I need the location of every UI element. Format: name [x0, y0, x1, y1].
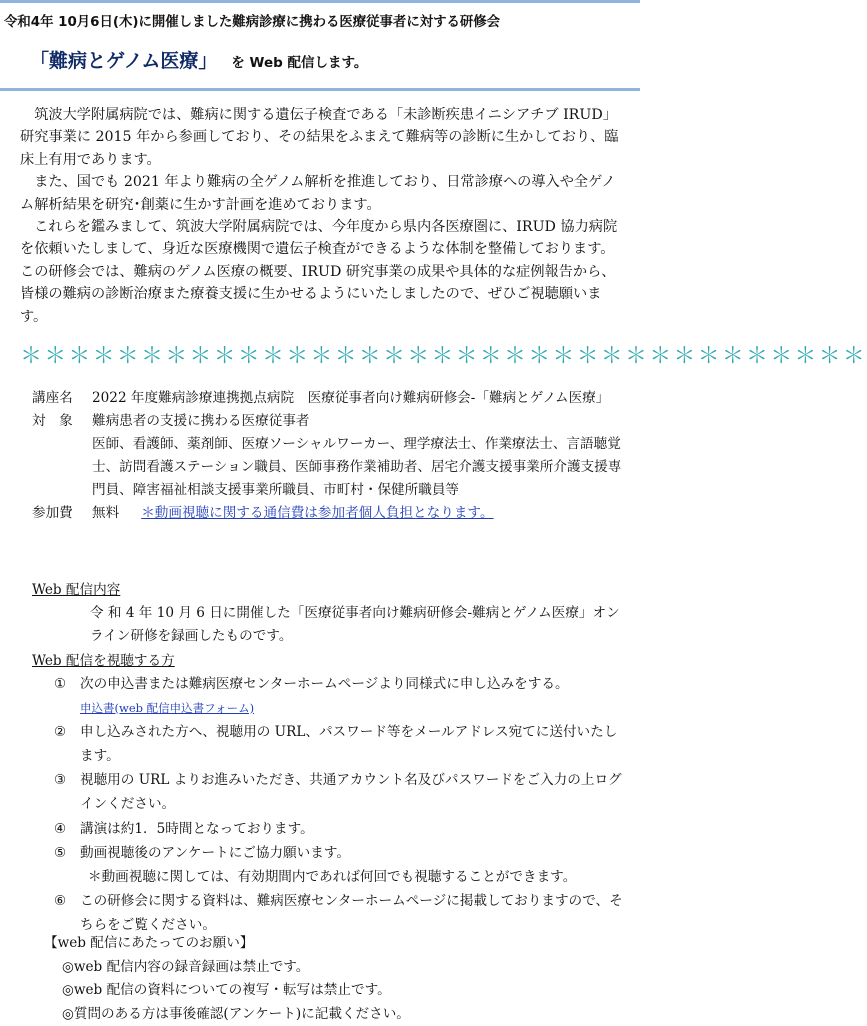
requests-section — [44, 932, 624, 1026]
requests-heading: 【web 配信にあたってのお願い】 — [44, 932, 624, 956]
intro-paragraph: 筑波大学附属病院では、難病に関する遺伝子検査である「未診断疾患イニシアチブ IRUD」研究事業に 2015 年から参画しており、その結果をふまえて難病等の診断に生かしており、臨床上有用であります。 — [20, 104, 626, 171]
target-summary: 難病患者の支援に携わる医療従事者 — [92, 413, 310, 429]
top-divider — [0, 0, 640, 3]
request-item: ◎web 配信の資料についての複写・転写は禁止です。 — [44, 979, 624, 1003]
viewers-heading-text: Web 配信を視聴する方 — [32, 653, 175, 669]
application-form-link[interactable]: 申込書(web 配信申込書フォーム) — [80, 701, 254, 715]
web-content-section — [32, 579, 622, 648]
target-value — [92, 410, 622, 502]
page-title — [30, 46, 367, 73]
course-details — [32, 387, 622, 525]
intro-paragraph: また、国でも 2021 年より難病の全ゲノム解析を推進しており、日常診療への導入や全ゲノム解析結果を研究･創薬に生かす計画を進めております。 — [20, 171, 626, 216]
viewers-heading — [32, 650, 622, 673]
intro-text — [20, 104, 626, 328]
request-item: ◎web 配信内容の録音録画は禁止です。 — [44, 956, 624, 980]
seminar-title: 「難病とゲノム医療」 — [30, 50, 217, 72]
request-item: ◎質問のある方は事後確認(アンケート)に記載ください。 — [44, 1003, 624, 1026]
target-row — [32, 410, 622, 502]
intro-paragraph: これらを鑑みまして、筑波大学附属病院では、今年度から県内各医療圏に、IRUD 協力病院を依頼いたしまして、身近な医療機関で遺伝子検査ができるような体制を整備しております。この研修会では、難病のゲノム医療の概要、IRUD 研究事業の成果や具体的な症例報告から、皆様の難病の診断治療また療養支援に生かせるようにいたしましたので、ぜひご視聴願います。 — [20, 216, 626, 328]
fee-label: 参加費 — [32, 502, 92, 525]
asterisk-divider: ＊＊＊＊＊＊＊＊＊＊＊＊＊＊＊＊＊＊＊＊＊＊＊＊＊＊＊＊＊＊＊＊＊＊＊ — [20, 339, 867, 370]
target-label: 対 象 — [32, 410, 92, 502]
event-date-heading: 令和4年 10月6日(木)に開催しました難病診療に携わる医療従事者に対する研修会 — [4, 11, 500, 30]
viewing-steps — [54, 673, 629, 939]
web-content-heading: Web 配信内容 — [32, 579, 622, 602]
fee-note-link[interactable]: ＊動画視聴に関する通信費は参加者個人負担となります。 — [141, 505, 493, 521]
header-divider — [0, 88, 640, 91]
fee-row — [32, 502, 622, 525]
list-item: ① 次の申込書または難病医療センターホームページより同様式に申し込みをする。 申込書(web 配信申込書フォーム) — [54, 673, 629, 720]
viewing-note: ＊動画視聴に関しては、有効期間内であれば何回でも視聴することができます。 — [80, 869, 576, 885]
web-content-body: 令 和 4 年 10 月 6 日に開催した「医療従事者向け難病研修会-難病とゲノム医療」オンライン研修を録画したものです。 — [32, 602, 622, 648]
course-row — [32, 387, 622, 410]
list-item: ③ 視聴用の URL よりお進みいただき、共通アカウント名及びパスワードをご入力の上ログインください。 — [54, 769, 629, 816]
list-item: ② 申し込みされた方へ、視聴用の URL、パスワード等をメールアドレス宛てに送付いたします。 — [54, 721, 629, 768]
list-item: ④ 講演は約1．5時間となっております。 — [54, 818, 629, 842]
fee-value: 無料 — [92, 505, 119, 521]
target-list: 医師、看護師、薬剤師、医療ソーシャルワーカー、理学療法士、作業療法士、言語聴覚士、訪問看護ステーション職員、医師事務作業補助者、居宅介護支援事業所介護支援専門員、障害福祉相談支援事業所職員、市町村・保健所職員等 — [92, 436, 621, 498]
course-value: 2022 年度難病診療連携拠点病院 医療従事者向け難病研修会-「難病とゲノム医療」 — [92, 387, 622, 410]
title-tail: を Web 配信します。 — [231, 55, 367, 71]
list-item: ⑥ この研修会に関する資料は、難病医療センターホームページに掲載しておりますので、そちらをご覧ください。 — [54, 890, 629, 937]
course-label: 講座名 — [32, 387, 92, 410]
list-item: ⑤ 動画視聴後のアンケートにご協力願います。 ＊動画視聴に関しては、有効期間内であれば何回でも視聴することができます。 — [54, 842, 629, 889]
